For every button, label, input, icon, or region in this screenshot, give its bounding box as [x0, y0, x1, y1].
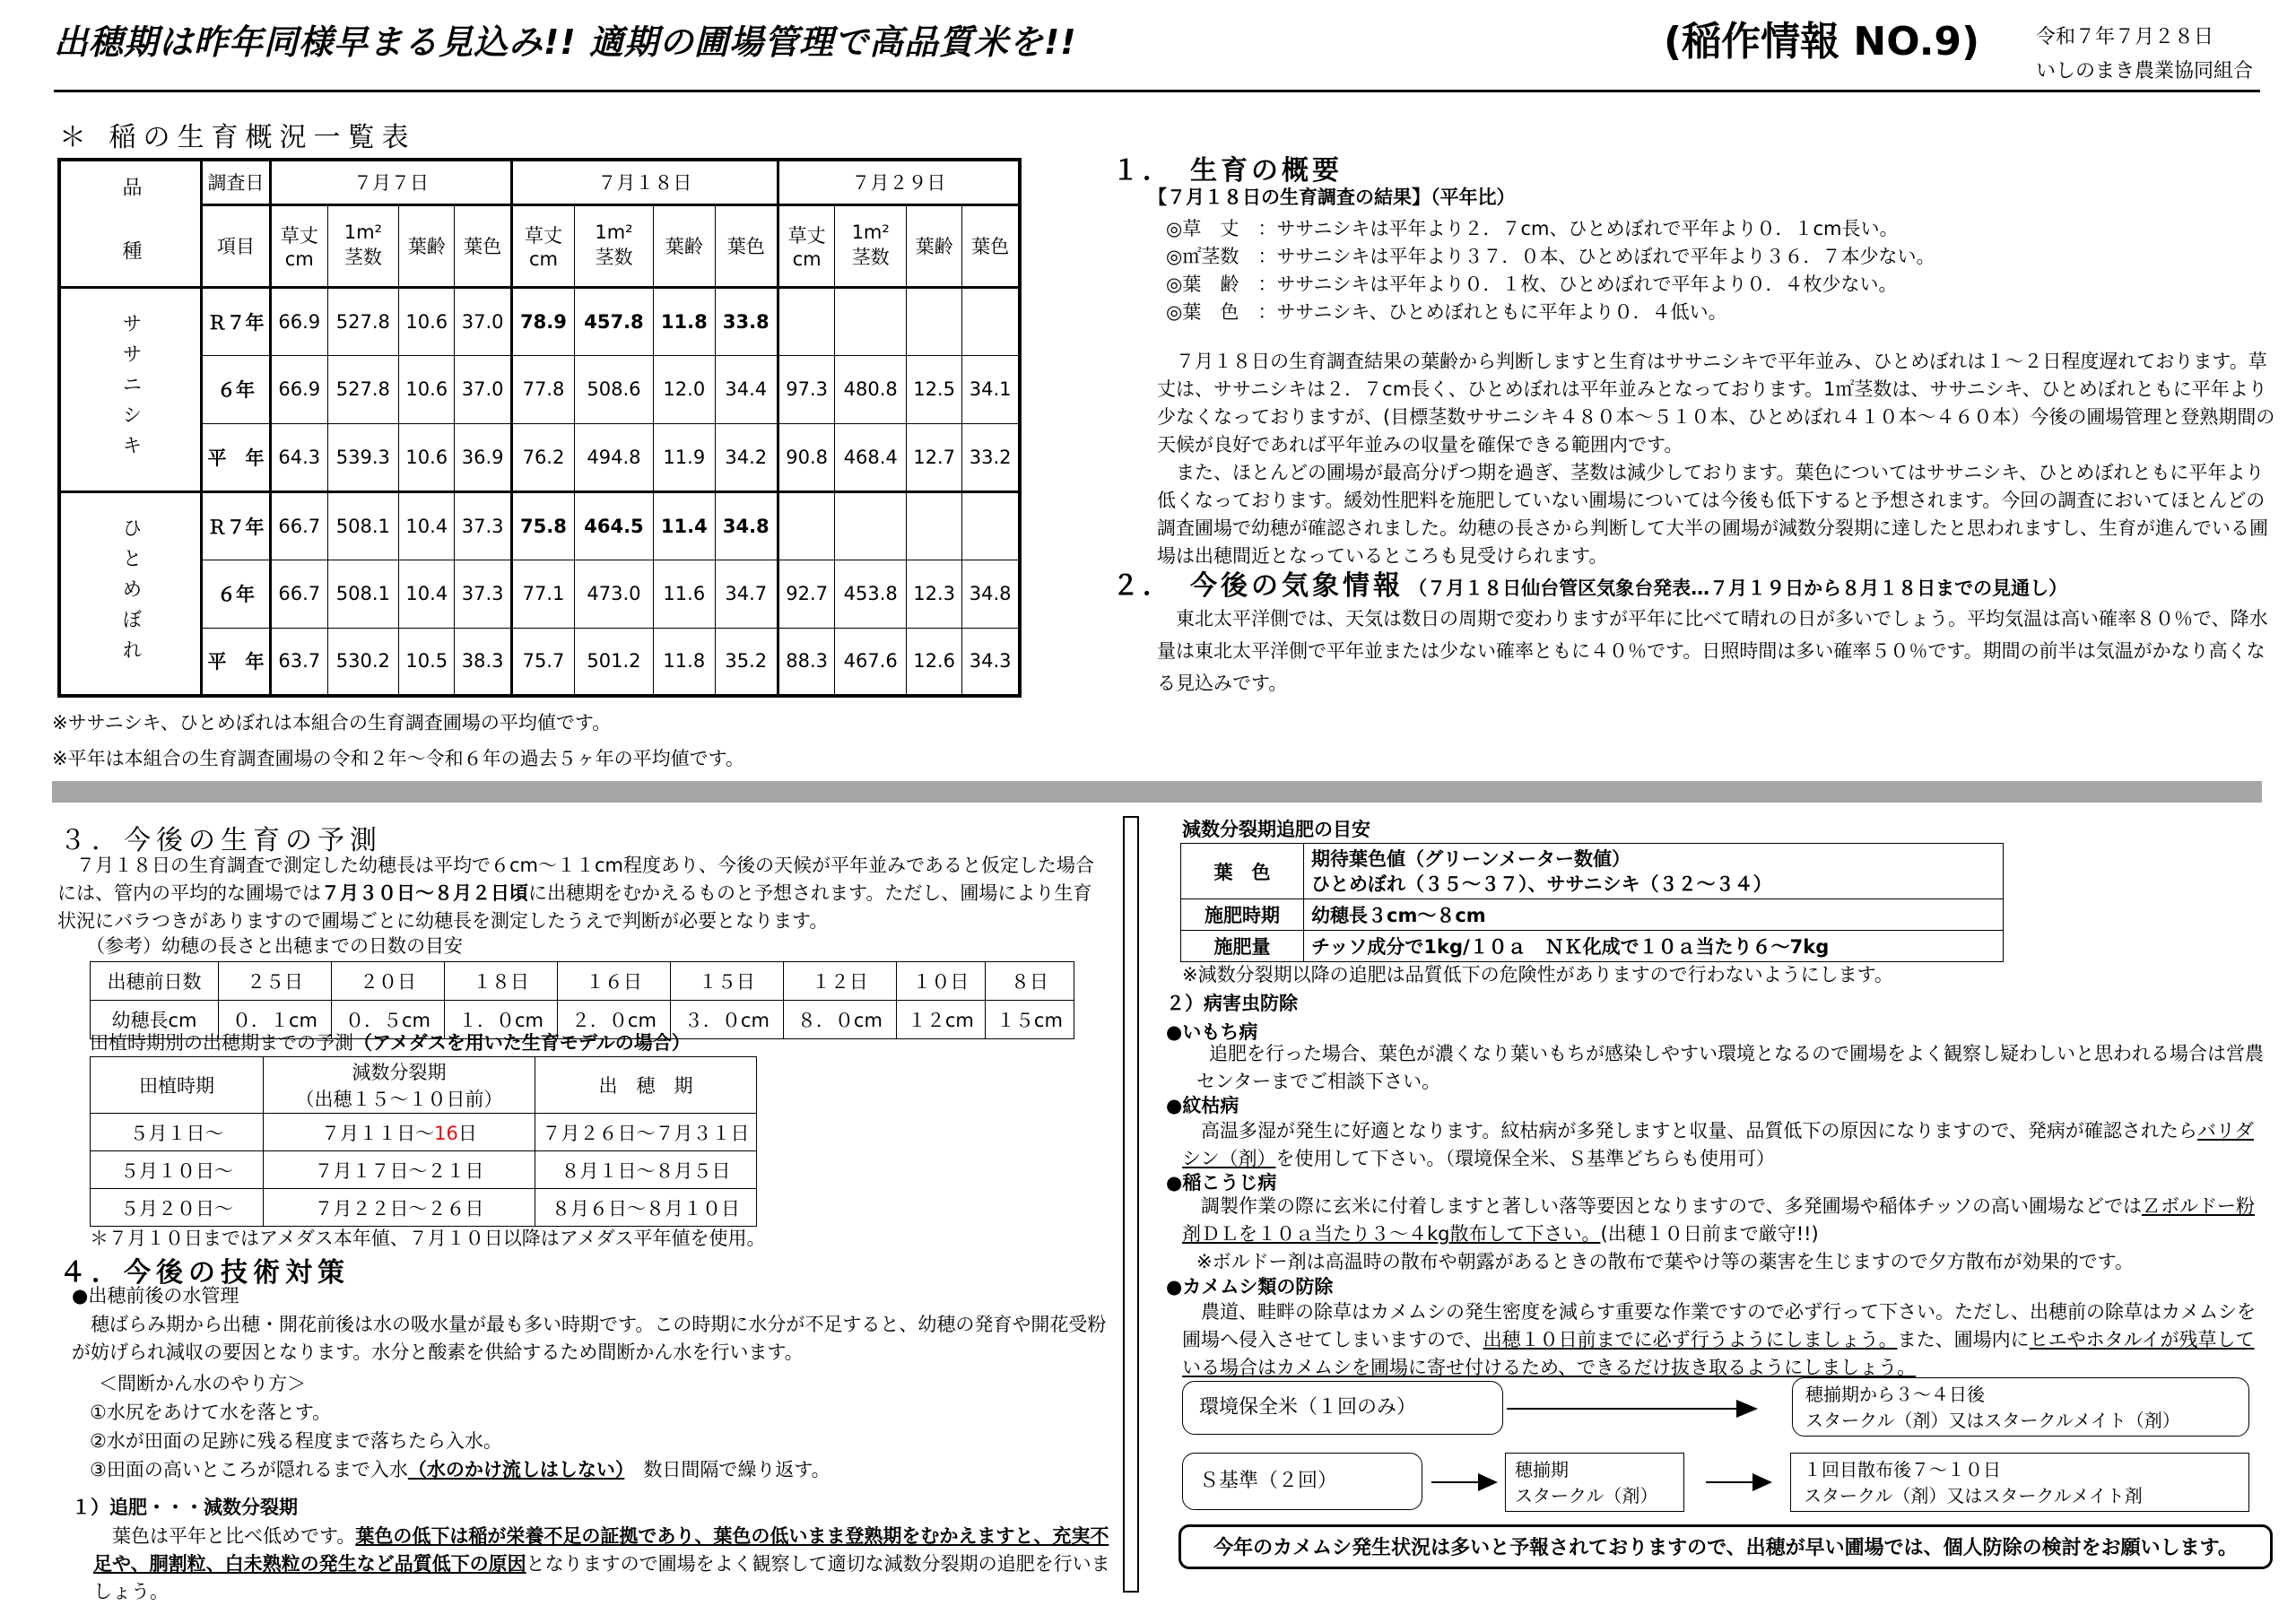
table-cell: 75.7 — [511, 628, 574, 696]
table-cell: 75.8 — [511, 491, 574, 560]
section-4-title: ４．今後の技術対策 — [59, 1257, 350, 1289]
table-cell: 10.5 — [399, 628, 455, 696]
col-head: 1m² 茎数 — [835, 204, 907, 287]
ref-cell: ３．０cm — [670, 1001, 783, 1039]
water-head: ●出穂前後の水管理 — [72, 1285, 239, 1307]
item-line: ◎葉 色 ：ササニシキ、ひとめぼれともに平年より０．４低い。 — [1166, 301, 1727, 323]
table-cell: 34.3 — [962, 628, 1020, 696]
col-head: 1m² 茎数 — [327, 204, 399, 287]
table-cell: 10.6 — [399, 355, 455, 423]
pest-head: ２）病害虫防除 — [1166, 993, 1298, 1014]
fert-p: 葉色は平年と比べ低めです。葉色の低下は稲が栄養不足の証拠であり、葉色の低いまま登熟期をむかえますと、充実不足や、胴割粒、白未熟粒の発生など品質低下の原因となりますので圃場をよく観察して適切な減数分裂期の追肥を行いましょう。 — [93, 1525, 1110, 1602]
table-cell: 35.2 — [715, 628, 778, 696]
bug-head: ●カメムシ類の防除 — [1166, 1276, 1334, 1298]
col-head: 葉色 — [715, 204, 778, 287]
table-cell: 11.8 — [653, 628, 715, 696]
blast-head: ●いもち病 — [1166, 1021, 1258, 1043]
table-cell: 11.8 — [653, 287, 715, 355]
date-col: ７月７日 — [271, 160, 512, 204]
step: ①水尻をあけて水を落とす。 — [90, 1402, 332, 1423]
table-cell — [835, 287, 907, 355]
table-cell: 34.1 — [962, 355, 1020, 423]
guide-val: チッソ成分で1kg/１０ａ ＮＫ化成で１０ａ当たり６～7kg — [1304, 931, 2004, 962]
header-survey-date: 調査日 — [202, 160, 271, 204]
ref-cell: ２．０cm — [557, 1001, 670, 1039]
table-cell: 77.1 — [511, 560, 574, 628]
table-cell: 97.3 — [778, 355, 835, 423]
table-cell — [962, 287, 1020, 355]
table-cell: 76.2 — [511, 423, 574, 491]
table-cell: 36.9 — [455, 423, 512, 491]
col-head: 草丈 cm — [271, 204, 328, 287]
ref-cell: １０日 — [896, 962, 985, 1001]
headline: 出穂期は昨年同様早まる見込み!! 適期の圃場管理で高品質米を!! — [54, 22, 1077, 62]
item-line: ◎葉 齢 ：ササニシキは平年より０．１枚、ひとめぼれで平年より０．４枚少ない。 — [1166, 273, 1898, 295]
table-note: ※平年は本組合の生育調査圃場の令和２年～令和６年の過去５ヶ年の平均値です。 — [52, 748, 744, 769]
ref-cell: ２０日 — [331, 962, 444, 1001]
pred-plant: ５月１０日～ — [91, 1151, 264, 1189]
pred-meiosis: ７月１１日～16日 — [264, 1114, 535, 1151]
bug-p: 農道、畦畔の除草はカメムシの発生密度を減らす重要な作業ですので必ず行って下さい。ただし、出穂前の除草はカメムシを圃場へ侵入させてしまいますので、出穂１０日前までに必ず行うようにしましょう。また、圃場内にヒエやホタルイが残草している場合はカメムシを圃場に寄せ付けるため、できるだけ抜き取るようにしましょう。 — [1182, 1301, 2256, 1378]
variety-name: ササニシキ — [59, 287, 202, 491]
ref-cell: ８．０cm — [783, 1001, 896, 1039]
flow-s-mid: 穂揃期 スタークル（剤） — [1505, 1453, 1684, 1512]
table-cell: 37.3 — [455, 560, 512, 628]
table-cell: 37.0 — [455, 355, 512, 423]
section-3-title: ３．今後の生育の予測 — [59, 825, 382, 856]
table-cell: 527.8 — [327, 355, 399, 423]
guide-title: 減数分裂期追肥の目安 — [1182, 819, 1370, 840]
fert-head: １）追肥・・・減数分裂期 — [72, 1497, 298, 1518]
section-1-title: １． 生育の概要 — [1112, 155, 1343, 187]
table-cell: 11.9 — [653, 423, 715, 491]
table-cell: 33.2 — [962, 423, 1020, 491]
table-cell: 37.0 — [455, 287, 512, 355]
ref-label: 出穂前日数 — [91, 962, 219, 1001]
table-cell: 468.4 — [835, 423, 907, 491]
item-line: ◎㎡茎数 ：ササニシキは平年より３７．０本、ひとめぼれで平年より３６．７本少ない。 — [1166, 246, 1935, 267]
ref-cell: ０．１cm — [219, 1001, 332, 1039]
col-head: 葉色 — [455, 204, 512, 287]
pred-plant: ５月１日～ — [91, 1114, 264, 1151]
table-cell: 508.1 — [327, 491, 399, 560]
flow-s-target: １回目散布後７～１０日 スタークル（剤）又はスタークルメイト剤 — [1790, 1453, 2249, 1512]
pred-note: ＊７月１０日まではアメダス本年値、７月１０日以降はアメダス平年値を使用。 — [90, 1228, 766, 1249]
smut-p: 調製作業の際に玄米に付着しますと著しい落等要因となりますので、多発圃場や稲体チッソの高い圃場などではＺボルドー粉剤ＤＬを１０ａ当たり３～４kg散布して下さい。(出穂１０日前まで厳守!!) — [1182, 1195, 2255, 1245]
table-cell: 494.8 — [575, 423, 654, 491]
table-cell: 66.7 — [271, 491, 328, 560]
col-head: 草丈 cm — [778, 204, 835, 287]
smut-head: ●稲こうじ病 — [1166, 1172, 1277, 1194]
date-col: ７月１８日 — [511, 160, 778, 204]
table-cell: 530.2 — [327, 628, 399, 696]
section-1-p1: ７月１８日の生育調査結果の葉齢から判断しますと生育はササニシキで平年並み、ひとめぼれは１～２日程度遅れております。草丈は、ササニシキは２．７cm長く、ひとめぼれは平年並みとなっております。1㎡茎数は、ササニシキ、ひとめぼれともに平年より少なくなっておりますが、(目標茎数ササニシキ４８０本～５１０本、ひとめぼれ４１０本～４６０本）今後の圃場管理と登熟期間の天候が良好であれば平年並みの収量を確保できる範囲内です。 — [1157, 351, 2275, 456]
growth-table — [57, 158, 1022, 698]
table-cell: 10.4 — [399, 560, 455, 628]
table-cell: 539.3 — [327, 423, 399, 491]
table-cell: 34.2 — [715, 423, 778, 491]
col-head: 葉色 — [962, 204, 1020, 287]
step: ②水が田面の足跡に残る程度まで落ちたら入水。 — [90, 1430, 502, 1452]
ref-cell: ８日 — [985, 962, 1074, 1001]
table-cell: 38.3 — [455, 628, 512, 696]
guide-val: 幼穂長３cm～８cm — [1304, 899, 2004, 931]
table-cell: 11.6 — [653, 560, 715, 628]
pred-head: 出 穂 期 — [535, 1057, 757, 1114]
flow-arrow — [1706, 1481, 1756, 1483]
table-cell — [962, 491, 1020, 560]
row-label: Ｒ７年 — [202, 287, 271, 355]
pred-head: 田植時期 — [91, 1057, 264, 1114]
row-label: 平 年 — [202, 423, 271, 491]
row-label: ６年 — [202, 560, 271, 628]
organization: いしのまき農業協同組合 — [2036, 60, 2254, 82]
pred-meiosis: ７月１７日～２１日 — [264, 1151, 535, 1189]
pred-heading: ７月２６日～７月３１日 — [535, 1114, 757, 1151]
table-cell: 12.3 — [907, 560, 962, 628]
panicle-table — [90, 961, 1074, 1039]
table-cell: 66.7 — [271, 560, 328, 628]
table-cell: 527.8 — [327, 287, 399, 355]
table-cell: 10.4 — [399, 491, 455, 560]
guide-key: 施肥量 — [1181, 931, 1304, 962]
section-1-p2: また、ほとんどの圃場が最高分げつ期を過ぎ、茎数は減少しております。葉色についてはササニシキ、ひとめぼれともに平年より低くなっております。緩効性肥料を施肥していない圃場については今後も低下すると予想されます。今回の調査においてほとんどの調査圃場で幼穂が確認されました。幼穂の長さから判断して大半の圃場が減数分裂期に達したと思われますし、生育が進んでいる圃場は出穂間近となっているところも見受けられます。 — [1157, 462, 2268, 567]
sheath-p: 高温多湿が発生に好適となります。紋枯病が多発しますと収量、品質低下の原因になりますので、発病が確認されたらバリダシン（剤）を使用して下さい。（環境保全米、Ｓ基準どちらも使用可） — [1182, 1120, 2254, 1169]
table-cell: 34.7 — [715, 560, 778, 628]
flow-s-label: Ｓ基準（２回） — [1182, 1453, 1422, 1510]
blast-p: 追肥を行った場合、葉色が濃くなり葉いもちが感染しやすい環境となるので圃場をよく観察し疑わしいと思われる場合は営農センターまでご相談下さい。 — [1196, 1043, 2264, 1092]
table-cell: 63.7 — [271, 628, 328, 696]
final-warning: 今年のカメムシ発生状況は多いと予報されておりますので、出穂が早い圃場では、個人防除の検討をお願いします。 — [1178, 1524, 2273, 1569]
table-cell: 12.5 — [907, 355, 962, 423]
water-p: 穂ばらみ期から出穂・開花前後は水の吸水量が最も多い時期です。この時期に水分が不足すると、幼穂の発育や開花受粉が妨げられ減収の要因となります。水分と酸素を供給するため間断かん水を行います。 — [72, 1314, 1107, 1363]
ref-cell: １８日 — [444, 962, 557, 1001]
guide-key: 施肥時期 — [1181, 899, 1304, 931]
col-head: 1m² 茎数 — [575, 204, 654, 287]
ref-cell: １５日 — [670, 962, 783, 1001]
col-head: 葉齢 — [399, 204, 455, 287]
table-cell: 12.0 — [653, 355, 715, 423]
method-head: ＜間断かん水のやり方＞ — [99, 1373, 306, 1394]
table-cell: 501.2 — [575, 628, 654, 696]
table-cell — [778, 491, 835, 560]
section-3-p: ７月１８日の生育調査で測定した幼穂長は平均で６cm～１１cm程度あり、今後の天候が平年並みであると仮定した場合には、管内の平均的な圃場では７月３０日～８月２日頃に出穂期をむかえるものと予想されます。ただし、圃場により生育状況にバラつきがありますので圃場ごとに幼穂長を測定したうえで判断が必要となります。 — [57, 855, 1094, 932]
table-cell: 34.8 — [715, 491, 778, 560]
ref-cell: ０．５cm — [331, 1001, 444, 1039]
pred-heading: ８月６日～８月１０日 — [535, 1189, 757, 1227]
flow-env-target: 穂揃期から３～４日後 スタークル（剤）又はスタークルメイト（剤） — [1792, 1377, 2249, 1437]
ref-cell: １２日 — [783, 962, 896, 1001]
table-cell: 12.7 — [907, 423, 962, 491]
guide-table — [1180, 843, 2004, 962]
table-cell: 34.4 — [715, 355, 778, 423]
table-cell: 12.6 — [907, 628, 962, 696]
flow-arrow — [1431, 1481, 1482, 1483]
row-label: 平 年 — [202, 628, 271, 696]
section-1-sub: 【７月１８日の生育調査の結果】（平年比） — [1148, 187, 1516, 208]
table-cell: 11.4 — [653, 491, 715, 560]
prediction-table — [90, 1056, 757, 1227]
table-cell: 88.3 — [778, 628, 835, 696]
table-cell — [907, 287, 962, 355]
section-2-sub: （７月１８日仙台管区気象台発表…７月１９日から８月１８日までの見通し） — [1408, 577, 2068, 599]
pred-head: 減数分裂期 （出穂１５～１０日前） — [264, 1057, 535, 1114]
table-cell: 10.6 — [399, 287, 455, 355]
table-cell: 78.9 — [511, 287, 574, 355]
table-cell: 64.3 — [271, 423, 328, 491]
table-cell: 33.8 — [715, 287, 778, 355]
pred-heading: ８月１日～８月５日 — [535, 1151, 757, 1189]
issue-date: 令和７年７月２８日 — [2036, 26, 2214, 48]
table-cell — [835, 491, 907, 560]
col-head: 葉齢 — [653, 204, 715, 287]
table-cell: 508.6 — [575, 355, 654, 423]
pred-plant: ５月２０日～ — [91, 1189, 264, 1227]
table-cell — [907, 491, 962, 560]
date-col: ７月２９日 — [778, 160, 1020, 204]
guide-key: 葉 色 — [1181, 844, 1304, 899]
table-cell: 92.7 — [778, 560, 835, 628]
header-rule — [54, 90, 2260, 92]
row-label: Ｒ７年 — [202, 491, 271, 560]
flow-arrow — [1507, 1408, 1767, 1410]
growth-table-title: ＊ 稲の生育概況一覧表 — [59, 122, 416, 153]
table-cell: 467.6 — [835, 628, 907, 696]
pred-meiosis: ７月２２日～２６日 — [264, 1189, 535, 1227]
table-note: ※ササニシキ、ひとめぼれは本組合の生育調査圃場の平均値です。 — [52, 712, 612, 734]
section-1-items — [1166, 215, 2278, 326]
table-cell — [778, 287, 835, 355]
table-cell: 66.9 — [271, 287, 328, 355]
row-label: ６年 — [202, 355, 271, 423]
table-cell: 464.5 — [575, 491, 654, 560]
section-2-title: ２． 今後の気象情報 — [1112, 570, 1404, 602]
table-cell: 480.8 — [835, 355, 907, 423]
header-item: 項目 — [202, 204, 271, 287]
table-cell: 77.8 — [511, 355, 574, 423]
section-2-p: 東北太平洋側では、天気は数日の周期で変わりますが平年に比べて晴れの日が多いでしょう。平均気温は高い確率８０％で、降水量は東北太平洋側で平年並または少ない確率ともに４０％です。日照時間は多い確率５０％です。期間の前半は気温がかなり高くなる見込みです。 — [1157, 608, 2268, 694]
table-cell: 453.8 — [835, 560, 907, 628]
sheath-head: ●紋枯病 — [1166, 1095, 1239, 1116]
header-variety: 品 種 — [59, 160, 202, 287]
bulletin-title: (稲作情報 NO.9) — [1664, 19, 1980, 65]
ref-cell: １２cm — [896, 1001, 985, 1039]
guide-note: ※減数分裂期以降の追肥は品質低下の危険性がありますので行わないようにします。 — [1182, 964, 1893, 985]
section-2-heading — [1112, 563, 2067, 603]
guide-val: 期待葉色値（グリーンメーター数値） ひとめぼれ（３５～３７）、ササニシキ（３２～３４） — [1304, 844, 2004, 899]
table-cell: 457.8 — [575, 287, 654, 355]
flow-env-label: 環境保全米（１回のみ） — [1182, 1381, 1503, 1435]
table-cell: 473.0 — [575, 560, 654, 628]
ref-cell: １．０cm — [444, 1001, 557, 1039]
table-cell: 37.3 — [455, 491, 512, 560]
table-cell: 66.9 — [271, 355, 328, 423]
variety-name: ひとめぼれ — [59, 491, 202, 696]
table-cell: 90.8 — [778, 423, 835, 491]
ref-cell: ２５日 — [219, 962, 332, 1001]
pred-title: 田植時期別の出穂期までの予測（アメダスを用いた生育モデルの場合） — [90, 1032, 691, 1054]
table-cell: 10.6 — [399, 423, 455, 491]
ref-title: （参考）幼穂の長さと出穂までの日数の目安 — [86, 935, 463, 957]
section-divider — [52, 781, 2262, 803]
item-line: ◎草 丈 ：ササニシキは平年より２．７cm、ひとめぼれで平年より０．１cm長い。 — [1166, 218, 1899, 239]
table-cell: 508.1 — [327, 560, 399, 628]
col-head: 草丈 cm — [511, 204, 574, 287]
column-separator — [1123, 816, 1139, 1593]
col-head: 葉齢 — [907, 204, 962, 287]
table-cell: 34.8 — [962, 560, 1020, 628]
step: ③田面の高いところが隠れるまで入水（水のかけ流しはしない） 数日間隔で繰り返す。 — [90, 1459, 831, 1480]
ref-label: 幼穂長cm — [91, 1001, 219, 1039]
ref-cell: １５cm — [985, 1001, 1074, 1039]
smut-note: ※ボルドー剤は高温時の散布や朝露があるときの散布で葉やけ等の薬害を生じますので夕方散布が効果的です。 — [1196, 1251, 2134, 1272]
ref-cell: １６日 — [557, 962, 670, 1001]
